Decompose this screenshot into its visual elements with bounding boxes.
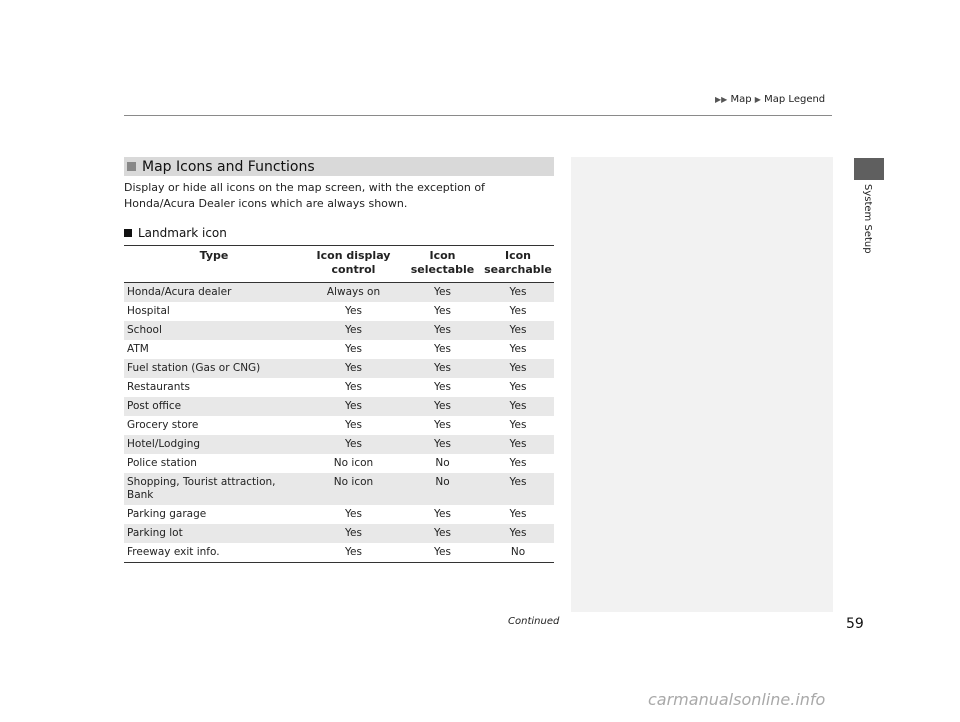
- table-row: [124, 524, 554, 543]
- table-cell: No: [435, 476, 450, 488]
- table-cell: Grocery store: [127, 419, 199, 431]
- notes-panel: [571, 157, 833, 612]
- table-cell: Always on: [326, 286, 381, 298]
- table-cell: Honda/Acura dealer: [127, 286, 232, 298]
- table-cell: Yes: [509, 419, 527, 431]
- subsection-heading: [124, 226, 227, 240]
- section-header: [124, 157, 554, 176]
- table-header-row: [124, 246, 554, 283]
- table-row: [124, 340, 554, 359]
- column-header-selectable: Icon selectable: [410, 249, 475, 276]
- table-row: [124, 283, 554, 303]
- table-cell: Yes: [509, 527, 527, 539]
- table-cell: Yes: [345, 343, 362, 355]
- breadcrumb-item-map[interactable]: Map: [730, 94, 752, 105]
- table-cell: Yes: [509, 324, 527, 336]
- table-cell: Yes: [509, 476, 527, 488]
- column-header-display-control: Icon display control: [316, 249, 391, 276]
- section-title: Map Icons and Functions: [142, 158, 315, 175]
- page-number: 59: [846, 616, 864, 632]
- table-row: [124, 302, 554, 321]
- table-row: [124, 454, 554, 473]
- subsection-title: Landmark icon: [138, 226, 227, 240]
- table-cell: Yes: [345, 508, 362, 520]
- table-cell: Yes: [434, 546, 451, 558]
- table-cell: Yes: [434, 286, 451, 298]
- table-row: [124, 543, 554, 563]
- subsection-square-icon: [124, 229, 132, 237]
- column-header-searchable: Icon searchable: [484, 249, 552, 276]
- breadcrumb: [715, 94, 825, 105]
- table-cell: Yes: [434, 527, 451, 539]
- table-cell: Yes: [434, 305, 451, 317]
- table-cell: No icon: [333, 457, 374, 469]
- table-cell: Yes: [434, 343, 451, 355]
- watermark: carmanualsonline.info: [648, 690, 826, 709]
- section-square-icon: [127, 162, 136, 171]
- table-row: [124, 505, 554, 524]
- table-cell: Yes: [345, 546, 362, 558]
- table-cell: Yes: [509, 381, 527, 393]
- table-cell: No: [435, 457, 450, 469]
- table-body: [124, 283, 554, 563]
- table-cell: Yes: [434, 438, 451, 450]
- table-cell: Hospital: [127, 305, 170, 317]
- table-cell: Parking lot: [127, 527, 183, 539]
- table-cell: Yes: [509, 400, 527, 412]
- table-cell: Post office: [127, 400, 182, 412]
- table-cell: Yes: [509, 362, 527, 374]
- table-row: [124, 473, 554, 505]
- table-cell: Yes: [345, 324, 362, 336]
- table-cell: Yes: [434, 400, 451, 412]
- landmark-icon-table: [124, 245, 554, 563]
- table-cell: Yes: [345, 362, 362, 374]
- table-cell: Yes: [434, 419, 451, 431]
- table-cell: Yes: [509, 438, 527, 450]
- table-cell: Yes: [434, 381, 451, 393]
- table-cell: School: [127, 324, 162, 336]
- table-cell: No icon: [333, 476, 374, 488]
- table-cell: ATM: [127, 343, 149, 355]
- table-cell: Parking garage: [127, 508, 207, 520]
- table-row: [124, 435, 554, 454]
- table-cell: Yes: [509, 457, 527, 469]
- table-cell: Yes: [509, 343, 527, 355]
- table-cell: No: [510, 546, 526, 558]
- table-cell: Police station: [127, 457, 197, 469]
- table-cell: Shopping, Tourist attraction, Bank: [127, 476, 276, 501]
- table-cell: Yes: [509, 508, 527, 520]
- table-cell: Yes: [509, 305, 527, 317]
- table-cell: Yes: [434, 324, 451, 336]
- table-cell: Hotel/Lodging: [127, 438, 201, 450]
- table-cell: Yes: [345, 438, 362, 450]
- table-cell: Freeway exit info.: [127, 546, 220, 558]
- table-cell: Yes: [509, 286, 527, 298]
- table-cell: Yes: [345, 305, 362, 317]
- table-cell: Restaurants: [127, 381, 190, 393]
- table-row: [124, 321, 554, 340]
- continued-label: Continued: [508, 616, 560, 627]
- table-cell: Yes: [345, 419, 362, 431]
- breadcrumb-arrow-icon: ▶: [754, 95, 761, 104]
- table-cell: Fuel station (Gas or CNG): [127, 362, 261, 374]
- table-cell: Yes: [345, 381, 362, 393]
- breadcrumb-item-map-legend[interactable]: Map Legend: [764, 94, 826, 105]
- section-intro: Display or hide all icons on the map screen, with the exception of Honda/Acura Dealer icons which are always shown.: [124, 181, 485, 210]
- table-cell: Yes: [345, 400, 362, 412]
- chapter-tab: [854, 158, 884, 180]
- table-cell: Yes: [434, 362, 451, 374]
- table-row: [124, 397, 554, 416]
- header-divider: [124, 115, 832, 116]
- table-row: [124, 416, 554, 435]
- table-row: [124, 378, 554, 397]
- column-header-type: Type: [199, 249, 229, 262]
- table-cell: Yes: [345, 527, 362, 539]
- chapter-tab-label: System Setup: [862, 184, 873, 254]
- table-cell: Yes: [434, 508, 451, 520]
- breadcrumb-arrow-icon: ▶▶: [715, 95, 728, 104]
- table-row: [124, 359, 554, 378]
